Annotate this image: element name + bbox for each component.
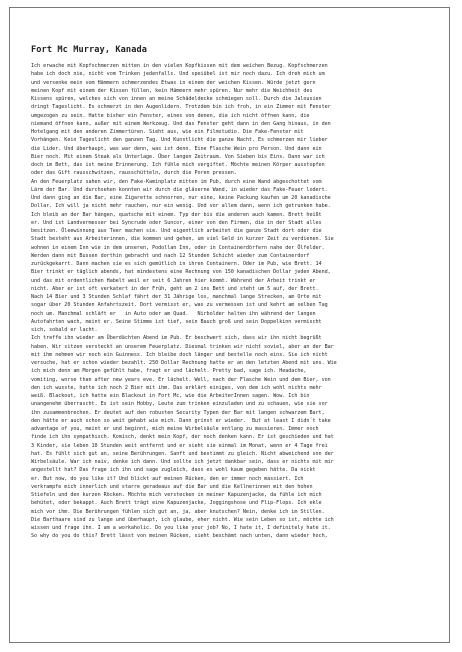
body-line: Bier trinkt er täglich abends, hat mindestens eine Rechnung von 150 kanadischen Dollar jeden Abend, [31, 269, 331, 276]
body-line: den hätte er auch schon so weit gehabt wie mich. Dann grinst er wieder. But at least I didn´t take [31, 417, 331, 424]
body-line: er. But now, do you like it? Und blickt auf meinen Rücken, den er immer noch massiert. Ich [31, 475, 304, 482]
body-line: Stiefeln und den kurzen Röcken. Möchte mich verstecken in meiner Kapuzenjacke, da fühle ich mich [31, 492, 322, 498]
body-line: finde ich ihn sympathisch. Komisch, denkt mein Kopf, der noch denken kann. Er ist geschieden und hat [31, 434, 334, 441]
body-line: Werden dann mit Bussen dorthin gebracht und nach 12 Stunden Schicht wieder zum Containerdorf [31, 252, 310, 259]
body-line: An den Feuerplatz sahen wir, den Fake-Kaminplatz mitten im Pub, durch eine Wand abgeschottet vom [31, 178, 322, 185]
body-line: versuche, hat er schon wieder bezahlt. 250 Dollar Rechnung hatte er an den letzten Abend mit uns. Wie [31, 360, 337, 366]
body-line: und versenke mein vom Hämmern schmerzendes Etwas in einem der weichen Kissen. Würde jetzt gern [31, 79, 316, 86]
body-line: Dollar. Ich will ja nicht mehr rauchen, nur ein wenig. Und vor allem dann, wenn ich getrunken habe. [31, 203, 331, 210]
body-line: angestellt hat? Das frage ich ihn und sage zugleich, dass es wohl kaum gegeben hätte. Da nickt [31, 467, 316, 474]
body-line: 3 Kinder, sie leben 10 Stunden weit entfernt und er sieht sie einmal im Monat, wenn er 4 Tage frei [31, 442, 328, 449]
body-line: doch im Bett, das ist meine Erinnerung. Ich fühle mich vergiftet. Möchte meinen Körper ausstopfen [31, 162, 325, 168]
body-line: besitzen. Öleewinnung aus Teer machen sie. Und eigentlich arbeitet die ganze Stadt dort oder die [31, 228, 322, 234]
body-line: Ich treffe ihn wieder am Überdächten Abend im Pub. Er beschwert sich, dass wir ihn nicht begrüßt [31, 335, 322, 342]
body-line: Lärm der Bar. Und durchsehen konnten wir durch die gläserne Wand, in wieder das Fake-Feuer lodert. [31, 186, 328, 193]
document-title: Fort Mc Murray, Kanada [31, 45, 148, 55]
body-line: zurückgekarrt. Dann machen sie es sich gemütlich in ihren Containern. Oder im Pub, wie Brett. 14 [31, 261, 322, 267]
body-line: vomiting, worse than after new years eve. Er lächelt. Well, nach der Flasche Wein und dem Bier, von [31, 376, 331, 383]
body-line: dringt Tageslicht. Es schmerzt in den Augenlidern. Trotzdem bin ich froh, in ein Zimmer mit Fenster [31, 104, 331, 111]
body-line: Hotelgang mit den anderen Zimmertüren. Sieht aus, wie ein Filmstudio. Die Fake-Fenster mit [31, 129, 304, 135]
body-line: Ich bleib an der Bar hängen, quatsche mit einem. Typ der bis die anderen auch kamen. Brett heißt [31, 211, 322, 218]
document-page [9, 7, 450, 643]
body-line: ich mich denn am Morgen gefühlt habe, fragt er und lächelt. Pretty bad, sage ich. Headache, [31, 368, 307, 375]
body-line: behütet, oder bekappt. Auch Brett trägt eine Kapuzenjacke, Joggingshose und Flip-Flops. Ich ekle [31, 500, 322, 507]
body-line: mit ihm nehmen wir noch ein Guinness. Ich bleibe doch länger und bestelle noch eins. Sie ich nicht [31, 351, 328, 358]
body-line: und das mit ordentlichen Habelt weil er seit 6 Jahren hier kommt. Während der Arbeit trinkt er [31, 277, 316, 284]
body-line: verkrampfe mich innerlich und starre geradeaus auf die Bar und die Kellnerinnen mit den hohen [31, 483, 313, 490]
body-line: habe ich doch nie, nicht vom Trinken jedenfalls. Und speiübel ist mir noch dazu. Ich dreh mich um [31, 71, 325, 78]
body-line: Bier noch. Mit einem Steak als Unterlage. Über langen Zeitraum. Von Sieben bis Eins. Dann war ich [31, 153, 325, 160]
body-line: den ich wusste, hatte ich noch 2 Bier mit ihm. Das erklärt einiges, von dem ich wohl nichts mehr [31, 384, 322, 391]
body-line: niemand öffnen kann, außer mit einem Werkzeug. Und das Fenster geht dann in den Gang hinaus, in den [31, 120, 331, 127]
body-line: advantage of you, meint er und beginnt, mich meine Wirbelsäule entlang zu massieren. Immer noch [31, 426, 319, 432]
document-body [31, 62, 337, 541]
body-line: Kissens spüren, welches sich von innen an meine Schädeldecke schmiegen soll. Durch die Jalousien [31, 96, 322, 102]
body-line: wohnen in einem Inn wie in dem unseren, Podollan Inn, oder in Containerdörfern nahe der Ölfelder. [31, 244, 325, 251]
body-line: Die Barthaare sind zu lange und überhaupt, ich glaube, eher nicht. Wie sein Leben so ist, möchte ich [31, 516, 334, 523]
body-line: Wirbelsäule. War ich naiv, denke ich dann. Und sollte ich jetzt dankbar sein, dass er nichts mit mir [31, 459, 334, 465]
body-line: sogar über 20 Stunden Anfahrtszeit. Dort vermisst er, was zu vermessen ist und kehrt am selben Tag [31, 302, 328, 309]
body-line: Vorhängen. Kein Tageslicht den ganzen Tag. Und Kunstlicht die ganze Nacht. Es schmerzen mir lieber [31, 137, 328, 144]
body-line: umgezogen zu sein. Hatte bisher ein Fenster, eines von denen, die ich nicht öffnen kann, die [31, 112, 310, 119]
body-line: noch um. Manchmal schläft er in Auto oder am Quad. Nirbolder halten ihn während der langen [31, 310, 316, 317]
body-line: unangenehm überrascht. Es ist sein Hobby, Leute zum trinken einzuladen und zu schauen, wie sie vor [31, 401, 328, 408]
body-line: oder das Gift rausschwitzen, rausschütteln, durch die Poren pressen. [31, 170, 237, 177]
body-line: Ich erwache mit Kopfschmerzen mitten in den vielen Kopfkissen mit dem weichen Bezug. Kopfschmerzen [31, 63, 328, 69]
body-line: Autofahrten wach, meint er. Seine Stimme ist tief, sein Bauch groß und sein Doppelkinn vermischt [31, 318, 322, 325]
body-line: weiß. Blackout, ich hatte ein Blackout in Fort Mc, wie die ArbeiterInnen sagen. Wow. Ich bin [31, 393, 310, 399]
body-line: hat. Es fühlt sich gut an, seine Berührungen. Sanft und bestimmt zu gleich. Nicht abweichend von der [31, 450, 334, 457]
body-line: Nach 14 Bier und 3 Stunden Schlaf fährt der 31 Jährige los, manchmal lange Strecken, am Orte mit [31, 294, 322, 300]
body-line: wissen und frage ihn. I am a workaholic. Do you like your job? No, I hate it, I definitely hate it. [31, 525, 331, 531]
body-line: mich vor ihm. Die Berührungen fühlen sich gut an, ja, aber knutschen? Nein, denke ich im Stillen. [31, 508, 325, 515]
body-line: ihn zusammenbrechen. Er deutet auf den robusten Security Typen der Bar mit langen schwarzem Bart, [31, 409, 325, 416]
body-line: er. Und ist Landvermesser bei Syncrude oder Suncor, einer von den Firmen, die in der Stadt alles [31, 219, 322, 226]
body-line: Stadt besteht aus Arbeiterinnen, die kommen und gehen, um viel Geld in kurzer Zeit zu verdienen. Sie [31, 236, 334, 243]
body-line: haben. Wir sitzen versteckt an unserem Feuerplatz. Diesmal trinken wir nicht soviel, aber an der Bar [31, 343, 334, 350]
body-line: nicht. Aber er ist oft verkatert in der Früh, geht um 2 ins Bett und steht um 5 auf, der Brett. [31, 285, 319, 292]
body-line: meinen Kopf mit einem der Kissen füllen, kein Hämmern mehr spüren. Nur mehr die Weichheit des [31, 87, 313, 94]
body-line: Und dann ging an die Bar, eine Zigarette schnorren, nur eine, keine Packung kaufen um 20 kanadische [31, 195, 331, 201]
body-line: So why do you do this? Brett lässt von meinen Rücken, sieht beschämt nach unten, dann wieder hoch, [31, 533, 328, 540]
body-line: die Lider. Und überhaupt, was war denn, was ist denn. Eine Flasche Wein pro Person. Und dann ein [31, 145, 322, 152]
body-line: sich, sobald er lacht. [31, 327, 98, 333]
